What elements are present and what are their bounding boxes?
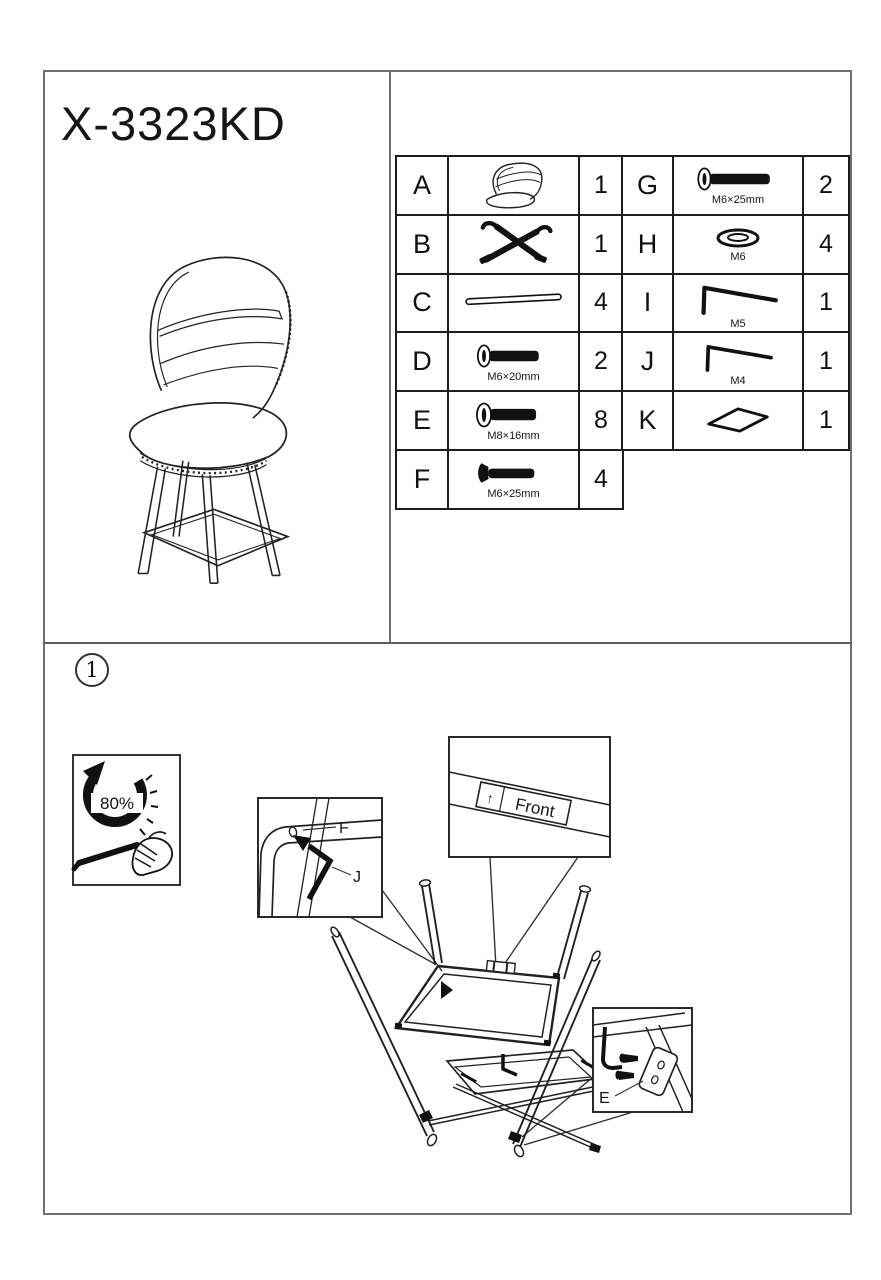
table-row [622,274,849,333]
part-letter: A [396,156,448,215]
front-arrow-icon: ↑ [484,789,495,807]
part-letter: C [396,274,448,333]
part-icon-cell [673,274,803,333]
step1-diagram [45,647,850,1209]
allen-key-icon [692,337,784,375]
part-qty: 1 [579,215,623,274]
seat-cushion [130,403,287,477]
part-spec: M6 [730,251,746,264]
callout-leader-lines [350,857,633,1145]
part-letter: G [622,156,673,215]
allen-key-icon [686,276,790,318]
table-row [396,215,623,274]
vertical-divider [389,72,391,642]
part-icon-cell [673,332,803,391]
part-icon-cell [448,274,579,333]
part-letter: B [396,215,448,274]
seat-frame-assembly [395,961,561,1046]
allen-key-icon [503,1054,517,1075]
part-letter: E [396,391,448,450]
backrest [150,257,290,418]
part-icon-cell [673,215,803,274]
part-icon-cell [673,391,803,450]
stitch-band [275,292,290,387]
part-letter: J [622,332,673,391]
barstool-illustration [100,245,360,590]
table-row [622,391,849,450]
footrest-ring-assembly [447,1050,603,1094]
part-qty: 4 [803,215,849,274]
cross-stretcher-icon [466,218,562,270]
callout-label-j: J [353,869,361,886]
part-icon-cell [448,156,579,215]
pan-head-bolt-icon [470,341,558,371]
step-number: 1 [85,658,99,682]
part-spec: M6×20mm [487,370,540,383]
part-icon-cell [448,215,579,274]
callout-label-e: E [599,1090,610,1107]
part-spec: M6×25mm [711,194,765,207]
table-row [622,332,849,391]
part-qty: 1 [579,156,623,215]
parts-table-right [621,155,850,451]
part-qty: 4 [579,450,623,509]
part-qty: 4 [579,274,623,333]
part-letter: H [622,215,673,274]
table-row [622,215,849,274]
front-label: Front [513,794,557,822]
legs-assembly [329,879,601,1158]
table-row [396,391,623,450]
table-row [396,332,623,391]
glide-pad-icon [693,400,783,440]
part-letter: I [622,274,673,333]
model-number: X-3323KD [61,97,286,150]
parts-table-left [395,155,624,510]
part-spec: M4 [730,374,746,387]
part-qty: 1 [803,391,849,450]
part-spec: M5 [730,317,746,330]
part-spec: M8×16mm [487,429,540,442]
part-icon-cell [673,156,803,215]
part-letter: K [622,391,673,450]
part-icon-cell [448,450,579,509]
insert-arrow-icon [441,981,453,999]
part-qty: 8 [579,391,623,450]
torque-percent-label: 80% [99,794,135,813]
flat-head-bolt-icon [470,458,558,488]
torque-instruction-box [73,755,180,885]
table-row [396,156,623,215]
table-row [396,450,623,509]
part-icon-cell [448,332,579,391]
leg-tube-icon [459,291,569,313]
pan-head-bolt-icon [690,164,786,194]
part-qty: 1 [803,274,849,333]
front-sticker-tab [486,961,515,974]
part-letter: D [396,332,448,391]
table-row [622,156,849,215]
pan-head-bolt-icon [470,400,558,430]
legs [138,461,280,583]
part-spec: M6×25mm [487,488,540,501]
horizontal-divider [43,642,852,644]
detail-inset-front [449,737,610,857]
seat-shell-icon [469,159,559,211]
table-row [396,274,623,333]
detail-inset-fj [258,798,382,917]
part-letter: F [396,450,448,509]
detail-inset-e [593,1008,692,1112]
part-icon-cell [448,391,579,450]
callout-label-f: F [339,820,349,837]
washer-icon [708,225,768,251]
part-qty: 2 [803,156,849,215]
part-qty: 1 [803,332,849,391]
part-qty: 2 [579,332,623,391]
